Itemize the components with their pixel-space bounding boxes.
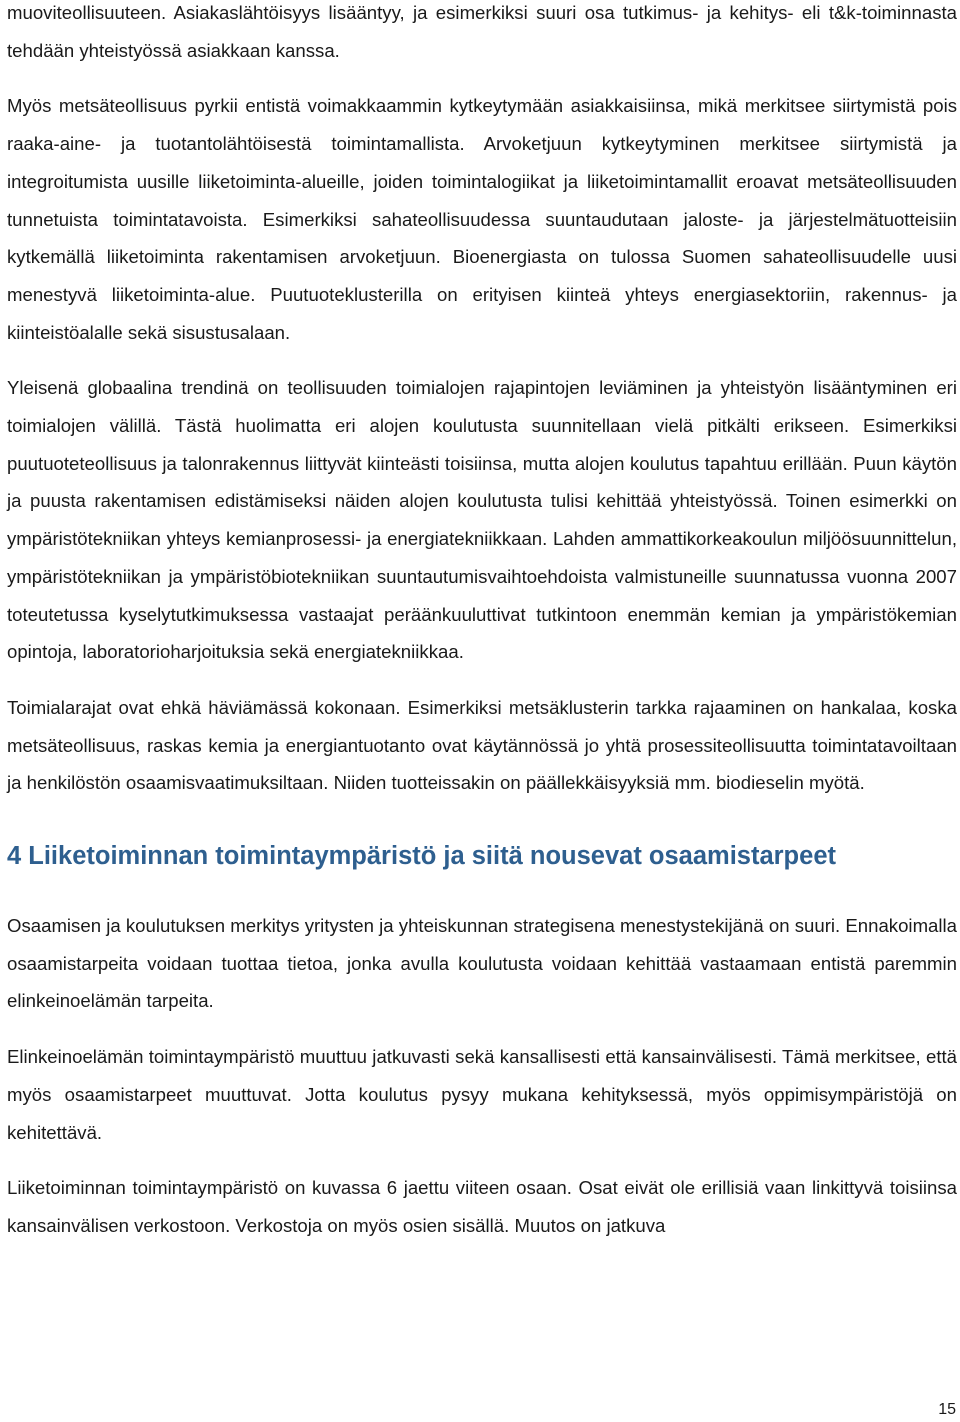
page-number: 15: [938, 1401, 956, 1418]
paragraph: Toimialarajat ovat ehkä häviämässä kokonaan. Esimerkiksi metsäklusterin tarkka rajaaminen on hankalaa, koska metsäteollisuus, raskas kemia ja energiantuotanto ovat käytännössä jo yhtä prosessiteollisuutta toimintatavoiltaan ja henkilöstön osaamisvaatimuksiltaan. Niiden tuotteissakin on päällekkäisyyksiä mm. biodieselin myötä.: [7, 696, 957, 794]
paragraph-spacer: [7, 1020, 957, 1038]
paragraph: Liiketoiminnan toimintaympäristö on kuvassa 6 jaettu viiteen osaan. Osat eivät ole erillisiä vaan linkittyvä toisiinsa kansainvälisen verkostoon. Verkostoja on myös osien sisällä. Muutos on jatkuva: [7, 1177, 957, 1236]
document-page: [7, 0, 957, 1245]
paragraph: Osaamisen ja koulutuksen merkitys yritysten ja yhteiskunnan strategisena menestystekijänä on suuri. Ennakoimalla osaamistarpeita voidaan tuottaa tietoa, jonka avulla koulutusta voidaan kehittää vastaamaan entistä paremmin elinkeinoelämän tarpeita.: [7, 915, 957, 1012]
paragraph-spacer: [7, 69, 957, 87]
paragraph-spacer: [7, 1151, 957, 1169]
section-heading: 4 Liiketoiminnan toimintaympäristö ja siitä nousevat osaamistarpeet: [7, 842, 836, 871]
paragraph: Myös metsäteollisuus pyrkii entistä voimakkaammin kytkeytymään asiakkaisiinsa, mikä merkitsee siirtymistä pois raaka-aine- ja tuotantolähtöisestä toimintamallista. Arvoketjuun kytkeytyminen merkitsee siirtymistä ja integroitumista uusille liiketoiminta-alueille, joiden toimintalogiikat ja liiketoimintamallit eroavat metsäteollisuuden tunnetuista toimintatavoista. Esimerkiksi sahateollisuudessa suuntaudutaan jaloste- ja järjestelmätuotteisiin kytkemällä liiketoiminta rakentamisen arvoketjuun. Bioenergiasta on tulossa Suomen sahateollisuudelle uusi menestyvä liiketoiminta-alue. Puutuoteklusterilla on erityisen kiinteä yhteys energiasektoriin, rakennus- ja kiinteistöalalle sekä sisustusalaan.: [7, 95, 957, 343]
paragraph-spacer: [7, 351, 957, 369]
paragraph-spacer: [7, 671, 957, 689]
paragraph: Elinkeinoelämän toimintaympäristö muuttuu jatkuvasti sekä kansallisesti että kansainvälisesti. Tämä merkitsee, että myös osaamistarpeet muuttuvat. Jotta koulutus pysyy mukana kehityksessä, myös oppimisympäristöjä on kehitettävä.: [7, 1046, 957, 1143]
paragraph: Yleisenä globaalina trendinä on teollisuuden toimialojen rajapintojen leviäminen ja yhteistyön lisääntyminen eri toimialojen välillä. Tästä huolimatta eri alojen koulutusta suunnitellaan vielä pitkälti erikseen. Esimerkiksi puutuoteteollisuus ja talonrakennus liittyvät kiinteästi toisiinsa, mutta alojen koulutus tapahtuu erillään. Puun käytön ja puusta rakentamisen edistämiseksi näiden alojen koulutusta tulisi kehittää yhteistyössä. Toinen esimerkki on ympäristötekniikan yhteys kemianprosessi- ja energiatekniikkaan. Lahden ammattikorkeakoulun miljöösuunnittelun, ympäristötekniikan ja ympäristöbiotekniikan suuntautumisvaihtoehdoista valmistuneille suunnatussa vuonna 2007 toteutetussa kyselytutkimuksessa vastaajat peräänkuuluttivat tutkintoon enemmän kemian ja ympäristökemian opintoja, laboratorioharjoituksia sekä energiatekniikkaa.: [7, 377, 957, 663]
paragraph: muoviteollisuuteen. Asiakaslähtöisyys lisääntyy, ja esimerkiksi suuri osa tutkimus- ja kehitys- eli t&k-toiminnasta tehdään yhteistyössä asiakkaan kanssa.: [7, 2, 957, 61]
